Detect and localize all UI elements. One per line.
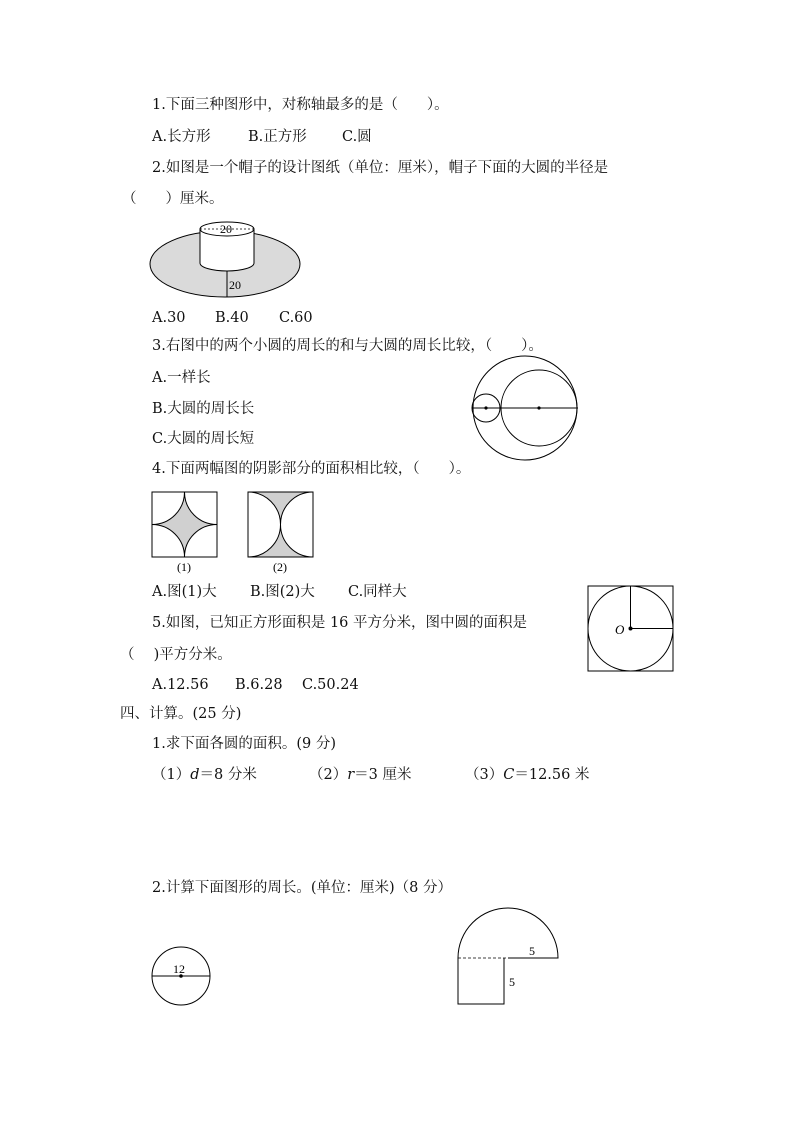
circle-area-item-3: （3）C＝12.56 米 bbox=[465, 767, 590, 783]
hat-top-diameter-label: 20 bbox=[220, 222, 232, 236]
q2-option-a[interactable]: A.30 bbox=[152, 310, 186, 326]
diameter-label: 12 bbox=[173, 962, 185, 976]
circle-area-item-1: （1）d＝8 分米 bbox=[152, 767, 257, 783]
q5-option-b[interactable]: B.6.28 bbox=[235, 677, 283, 693]
q3-option-a[interactable]: A.一样长 bbox=[152, 370, 211, 386]
section4-heading: 四、计算。(25 分) bbox=[120, 706, 242, 722]
center-o-label: O bbox=[615, 622, 625, 637]
q1-option-a[interactable]: A.长方形 bbox=[152, 129, 211, 145]
q4-question: 4.下面两幅图的阴影部分的面积相比较，（ ）。 bbox=[152, 461, 471, 477]
q5-option-a[interactable]: A.12.56 bbox=[152, 677, 209, 693]
q4-option-b[interactable]: B.图(2)大 bbox=[250, 584, 315, 600]
circle-area-item-2: （2）r＝3 厘米 bbox=[309, 767, 412, 783]
shaded-figure-2 bbox=[246, 490, 318, 574]
q2-question-line1: 2.如图是一个帽子的设计图纸（单位：厘米），帽子下面的大圆的半径是 bbox=[152, 160, 609, 176]
q2-option-c[interactable]: C.60 bbox=[279, 310, 313, 326]
section4-p1-title: 1.求下面各圆的面积。(9 分) bbox=[152, 736, 336, 752]
q1-option-c[interactable]: C.圆 bbox=[342, 129, 372, 145]
q5-option-c[interactable]: C.50.24 bbox=[302, 677, 359, 693]
semicircle-square-figure bbox=[452, 904, 562, 1008]
q4-option-a[interactable]: A.图(1)大 bbox=[152, 584, 217, 600]
section4-p2-title: 2.计算下面图形的周长。(单位：厘米)（8 分） bbox=[152, 880, 452, 896]
q5-question-line1: 5.如图，已知正方形面积是 16 平方分米，图中圆的面积是 bbox=[152, 615, 528, 631]
q4-option-c[interactable]: C.同样大 bbox=[348, 584, 407, 600]
q3-option-c[interactable]: C.大圆的周长短 bbox=[152, 431, 255, 447]
three-circles-figure bbox=[466, 352, 584, 466]
q5-question-line2: （ )平方分米。 bbox=[120, 647, 232, 663]
hat-height-label: 20 bbox=[229, 278, 241, 292]
q3-question: 3.右图中的两个小圆的周长的和与大圆的周长比较，（ ）。 bbox=[152, 338, 543, 354]
figure-1-label: (1) bbox=[177, 560, 191, 574]
figure-2-label: (2) bbox=[273, 560, 287, 574]
shaded-figure-1 bbox=[150, 490, 222, 574]
square-circle-figure bbox=[584, 584, 676, 676]
diameter-circle-figure bbox=[148, 944, 214, 1008]
radius-label: 5 bbox=[529, 944, 535, 958]
hat-figure bbox=[148, 218, 308, 304]
side-label: 5 bbox=[509, 975, 515, 989]
q2-option-b[interactable]: B.40 bbox=[215, 310, 249, 326]
q1-option-b[interactable]: B.正方形 bbox=[248, 129, 307, 145]
q2-question-line2: （ ）厘米。 bbox=[122, 191, 224, 207]
q1-question: 1.下面三种图形中，对称轴最多的是（ ）。 bbox=[152, 97, 449, 113]
q3-option-b[interactable]: B.大圆的周长长 bbox=[152, 401, 255, 417]
